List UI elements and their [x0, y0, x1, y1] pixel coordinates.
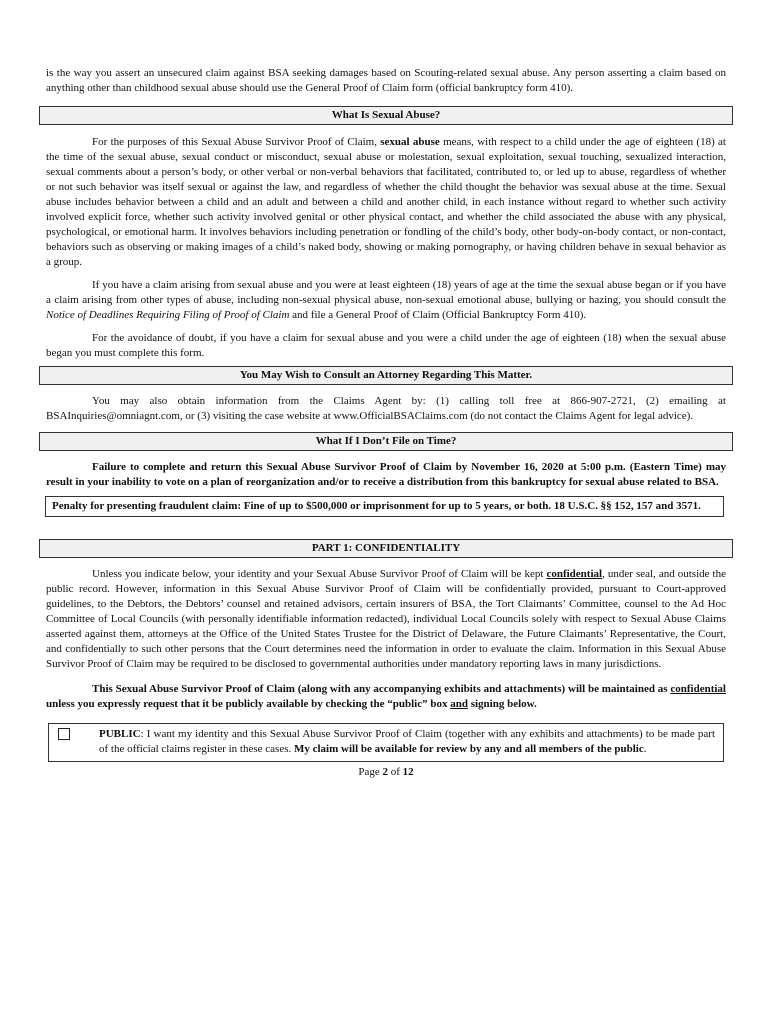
confidentiality-paragraph: Unless you indicate below, your identity and your Sexual Abuse Survivor Proof of Claim will be kept confidential, under seal, and outside the public record. However, information in this Sexual Abuse Survivor Proof of Claim will be confidentially provided, pursuant to Court-approved guidelines, to the Debtors, the Debtors’ counsel and retained advisors, certain insurers of BSA, the Tort Claimants’ Committee, counsel to the Ad Hoc Committee of Local Councils (with personally identifiable information redacted), individual Local Councils solely with respect to Sexual Abuse Claims asserted against them, attorneys at the Office of the United States Trustee for the District of Delaware, the Future Claimants’ Representative, the Court, and confidentially to such other persons that the Court determines need the information in order to evaluate the claim. Information in this Sexual Abuse Survivor Proof of Claim may be required to be disclosed to governmental authorities under mandatory reporting laws in many jurisdictions. — [46, 568, 726, 670]
section-heading-file-on-time: What If I Don’t File on Time? — [39, 432, 733, 451]
section-heading-what-is-sexual-abuse: What Is Sexual Abuse? — [39, 106, 733, 125]
document-page — [46, 66, 726, 780]
penalty-box — [45, 496, 724, 517]
and-term: and — [450, 698, 468, 710]
intro-paragraph: is the way you assert an unsecured claim against BSA seeking damages based on Scouting-related sexual abuse. Any person asserting a claim based on anything other than childhood sexual abuse should use the General Proof of Claim form (official bankruptcy form 410). — [46, 67, 726, 94]
section-heading-consult-attorney: You May Wish to Consult an Attorney Regarding This Matter. — [39, 366, 733, 385]
claims-agent-paragraph: You may also obtain information from the Claims Agent by: (1) calling toll free at 866-907-2721, (2) emailing at BSAInquiries@omniagnt.com, or (3) visiting the case website at www.OfficialBSAClaims.com (do not contact the Claims Agent for legal advice). — [46, 395, 726, 422]
public-option-box — [48, 723, 724, 762]
section-heading-part1-confidentiality: PART 1: CONFIDENTIALITY — [39, 539, 733, 558]
confidential-term: confidential — [546, 568, 603, 580]
definition-paragraph: For the purposes of this Sexual Abuse Survivor Proof of Claim, sexual abuse means, with respect to a child under the age of eighteen (18) at the time of the sexual abuse, sexual conduct or misconduct, sexual abuse or molestation, sexual exploitation, sexual touching, sexualized interaction, sexual comments about a person’s body, or other verbal or non-verbal behaviors that facilitated, contributed to, or led up to abuse, regardless of whether or not such behavior was itself sexual or against the law, and regardless of whether the child thought the behavior was sexual abuse at the time. Sexual abuse includes behavior between a child and an adult and between a child and another child, in each instance without regard to whether such activity involved explicit force, whether such activity involved genital or other physical contact, and whether the child associated the abuse with any physical, psychological, or emotional harm. It involves behaviors including penetration or fondling of the child’s body, other body-on-body contact, or non-contact, behaviors such as observing or making images of a child’s naked body, showing or making pornography, or having children behave in sexual behavior as a group. — [46, 136, 726, 268]
defined-term: sexual abuse — [380, 136, 440, 148]
deadline-paragraph: Failure to complete and return this Sexual Abuse Survivor Proof of Claim by November 16, 2020 at 5:00 p.m. (Eastern Time) may result in your inability to vote on a plan of reorganization and/or to receive a distribution from this bankruptcy for sexual abuse related to BSA. — [46, 461, 726, 488]
adult-abuse-paragraph: If you have a claim arising from sexual abuse and you were at least eighteen (18) years of age at the time the sexual abuse began or if you have a claim arising from other types of abuse, including non-sexual physical abuse, non-sexual emotional abuse, bullying or hazing, you should consult the Notice of Deadlines Requiring Filing of Proof of Claim and file a General Proof of Claim (Official Bankruptcy Form 410). — [46, 279, 726, 321]
public-request-paragraph: This Sexual Abuse Survivor Proof of Claim (along with any accompanying exhibits and attachments) will be maintained as confidential unless you expressly request that it be publicly available by checking the “public” box and signing below. — [46, 683, 726, 710]
public-checkbox[interactable] — [58, 728, 70, 740]
penalty-text: Penalty for presenting fraudulent claim: Fine of up to $500,000 or imprisonment for up to 5 years, or both. 18 U.S.C. §§ 152, 157 and 3571. — [52, 500, 701, 512]
page-number: Page 2 of 12 — [358, 766, 414, 778]
public-option-text: PUBLIC: I want my identity and this Sexual Abuse Survivor Proof of Claim (together with any exhibits and attachments) to be made part of the official claims register in these cases. My claim will be available for review by any and all members of the public. — [99, 728, 715, 755]
public-label: PUBLIC — [99, 728, 141, 740]
avoidance-paragraph: For the avoidance of doubt, if you have a claim for sexual abuse and you were a child under the age of eighteen (18) when the sexual abuse began you must complete this form. — [46, 332, 726, 359]
confidential-term-2: confidential — [670, 683, 726, 695]
notice-title: Notice of Deadlines Requiring Filing of Proof of Claim — [46, 309, 290, 321]
